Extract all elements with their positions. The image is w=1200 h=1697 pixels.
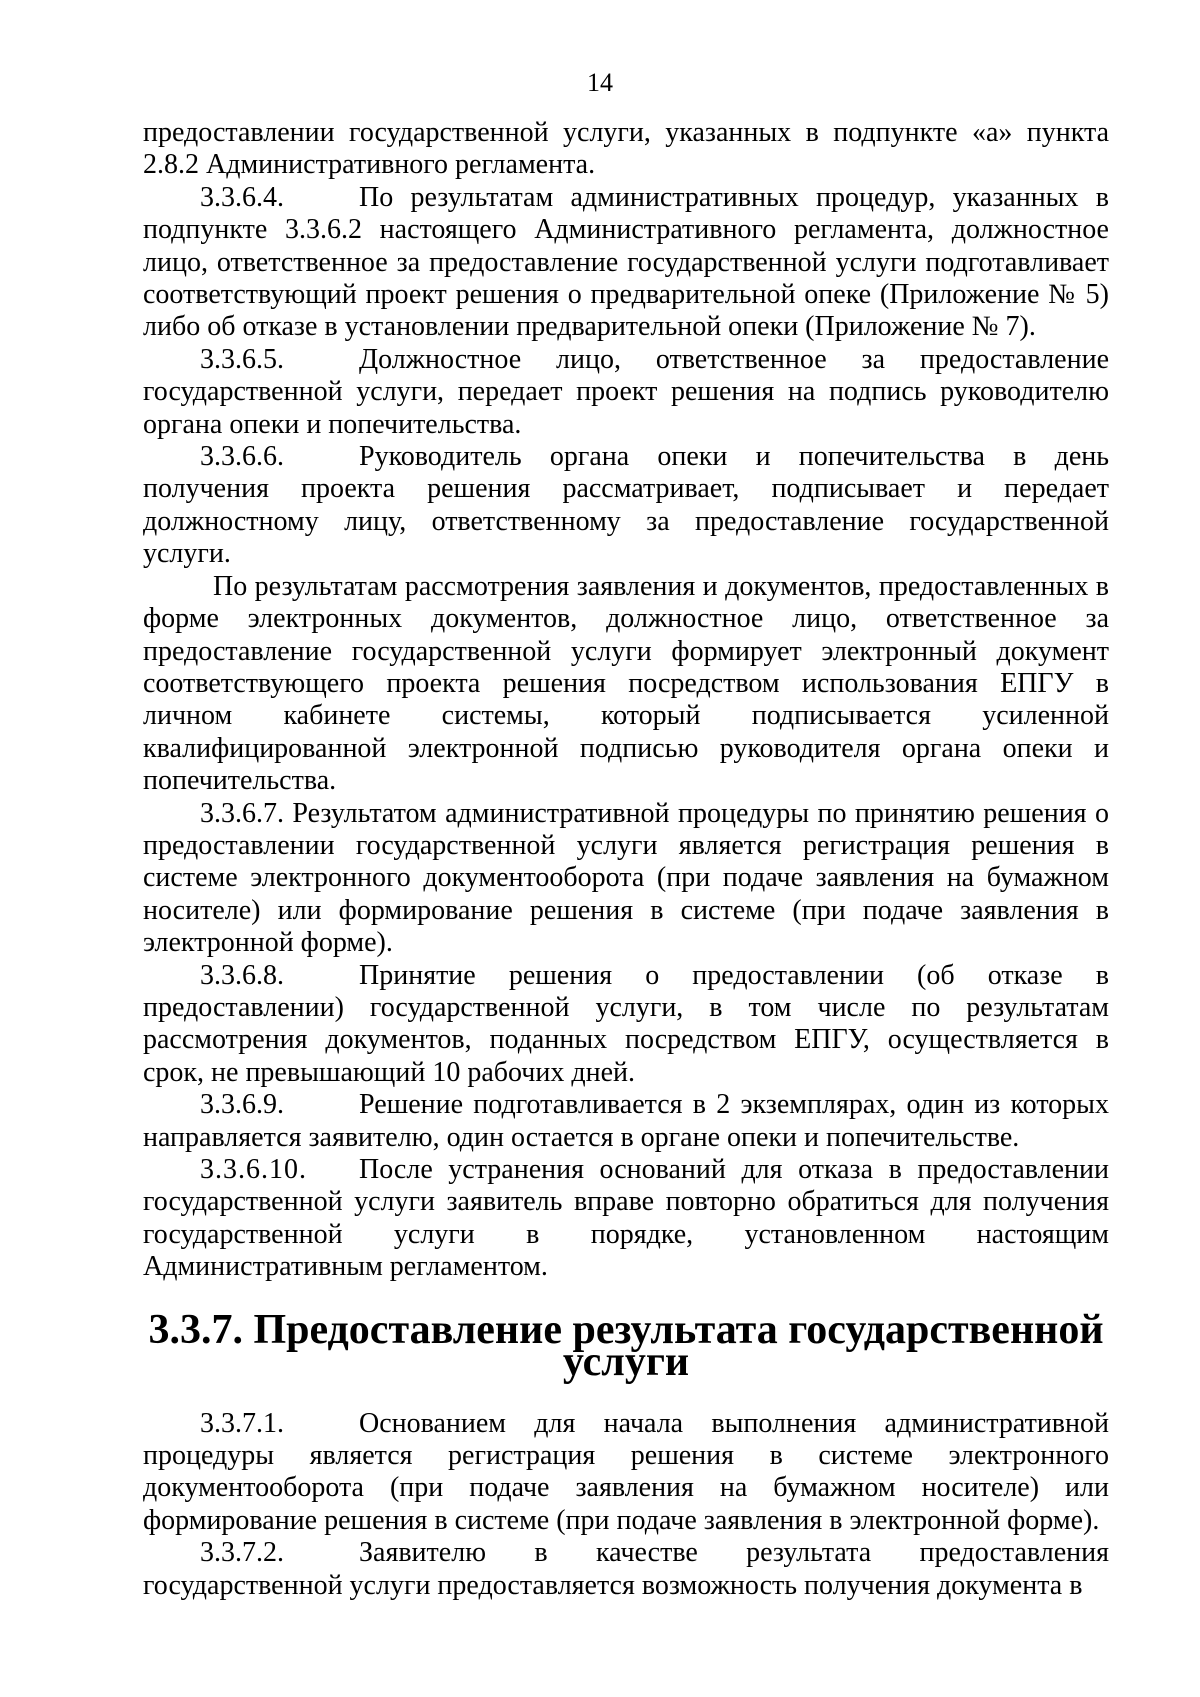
paragraph-text: Решение подготавливается в 2 экземплярах, один из которых направляется заявителю, один остается в органе опеки и попечительстве. [143,1089,1109,1153]
paragraph-3-3-6-7 [143,798,1109,960]
page-number: 14 [587,68,613,97]
paragraph-number: 3.3.6.8. [200,959,284,991]
paragraph-continuation [143,117,1109,182]
paragraph-number: 3.3.6.10. [200,1154,307,1185]
paragraph-text: Основанием для начала выполнения административной процедуры является регистрация решения в системе электронного документооборота (при подаче заявления на бумажном носителе) или формирование решения в системе (при подаче заявления в электронной форме). [143,1407,1109,1536]
paragraph-3-3-6-6 [143,441,1109,571]
paragraph-number: 3.3.6.5. [200,343,284,375]
paragraph-3-3-6-9 [143,1089,1109,1154]
paragraph-text: 3.3.6.7. Результатом административной процедуры по принятию решения о предоставлении государственной услуги является регистрация решения в системе электронного документооборота (при подаче заявления на бумажном носителе) или формирование решения в системе (при подаче заявления в электронной форме). [143,797,1109,959]
paragraph-number: 3.3.7.2. [200,1537,284,1569]
paragraph-number: 3.3.6.9. [200,1089,284,1121]
section-heading: 3.3.7. Предоставление результата государственной услуги [148,1306,1104,1385]
paragraph-3-3-6-4 [143,182,1109,344]
paragraph-3-3-6-10 [143,1154,1109,1284]
paragraph-text: По результатам рассмотрения заявления и документов, предоставленных в форме электронных документов, должностное лицо, ответственное за предоставление государственной услуги формирует электронный документ соответствующего проекта решения посредством использования ЕПГУ в личном кабинете системы, который подписывается усиленной квалифицированной электронной подписью руководителя органа опеки и попечительства. [143,570,1109,797]
paragraph-electronic-documents [143,571,1109,798]
paragraph-text: Заявителю в качестве результата предоставления государственной услуги предоставляется возможность получения документа в [143,1537,1109,1601]
document-body [143,117,1109,1602]
paragraph-number: 3.3.6.6. [200,441,284,473]
paragraph-text: предоставлении государственной услуги, указанных в подпункте «а» пункта 2.8.2 Административного регламента. [143,117,1109,181]
paragraph-text: Руководитель органа опеки и попечительства в день получения проекта решения рассматривает, подписывает и передает должностному лицу, ответственному за предоставление государственной услуги. [143,441,1109,570]
paragraph-number: 3.3.7.1. [200,1407,284,1439]
paragraph-text: После устранения оснований для отказа в предоставлении государственной услуги заявитель вправе повторно обратиться для получения государственной услуги в порядке, установленном настоящим Административным регламентом. [143,1154,1109,1283]
paragraph-3-3-6-5 [143,344,1109,441]
paragraph-3-3-7-1 [143,1408,1109,1538]
paragraph-number: 3.3.6.4. [200,181,284,213]
paragraph-text: Принятие решения о предоставлении (об отказе в предоставлении) государственной услуги, в том числе по результатам рассмотрения документов, поданных посредством ЕПГУ, осуществляется в срок, не превышающий 10 рабочих дней. [143,959,1109,1088]
paragraph-text: По результатам административных процедур, указанных в подпункте 3.3.6.2 настоящего Административного регламента, должностное лицо, ответственное за предоставление государственной услуги подготавливает соответствующий проект решения о предварительной опеке (Приложение № 5) либо об отказе в установлении предварительной опеки (Приложение № 7). [143,181,1109,343]
paragraph-3-3-7-2 [143,1537,1109,1602]
paragraph-3-3-6-8 [143,960,1109,1090]
paragraph-text: Должностное лицо, ответственное за предоставление государственной услуги, передает проект решения на подпись руководителю органа опеки и попечительства. [143,343,1109,440]
